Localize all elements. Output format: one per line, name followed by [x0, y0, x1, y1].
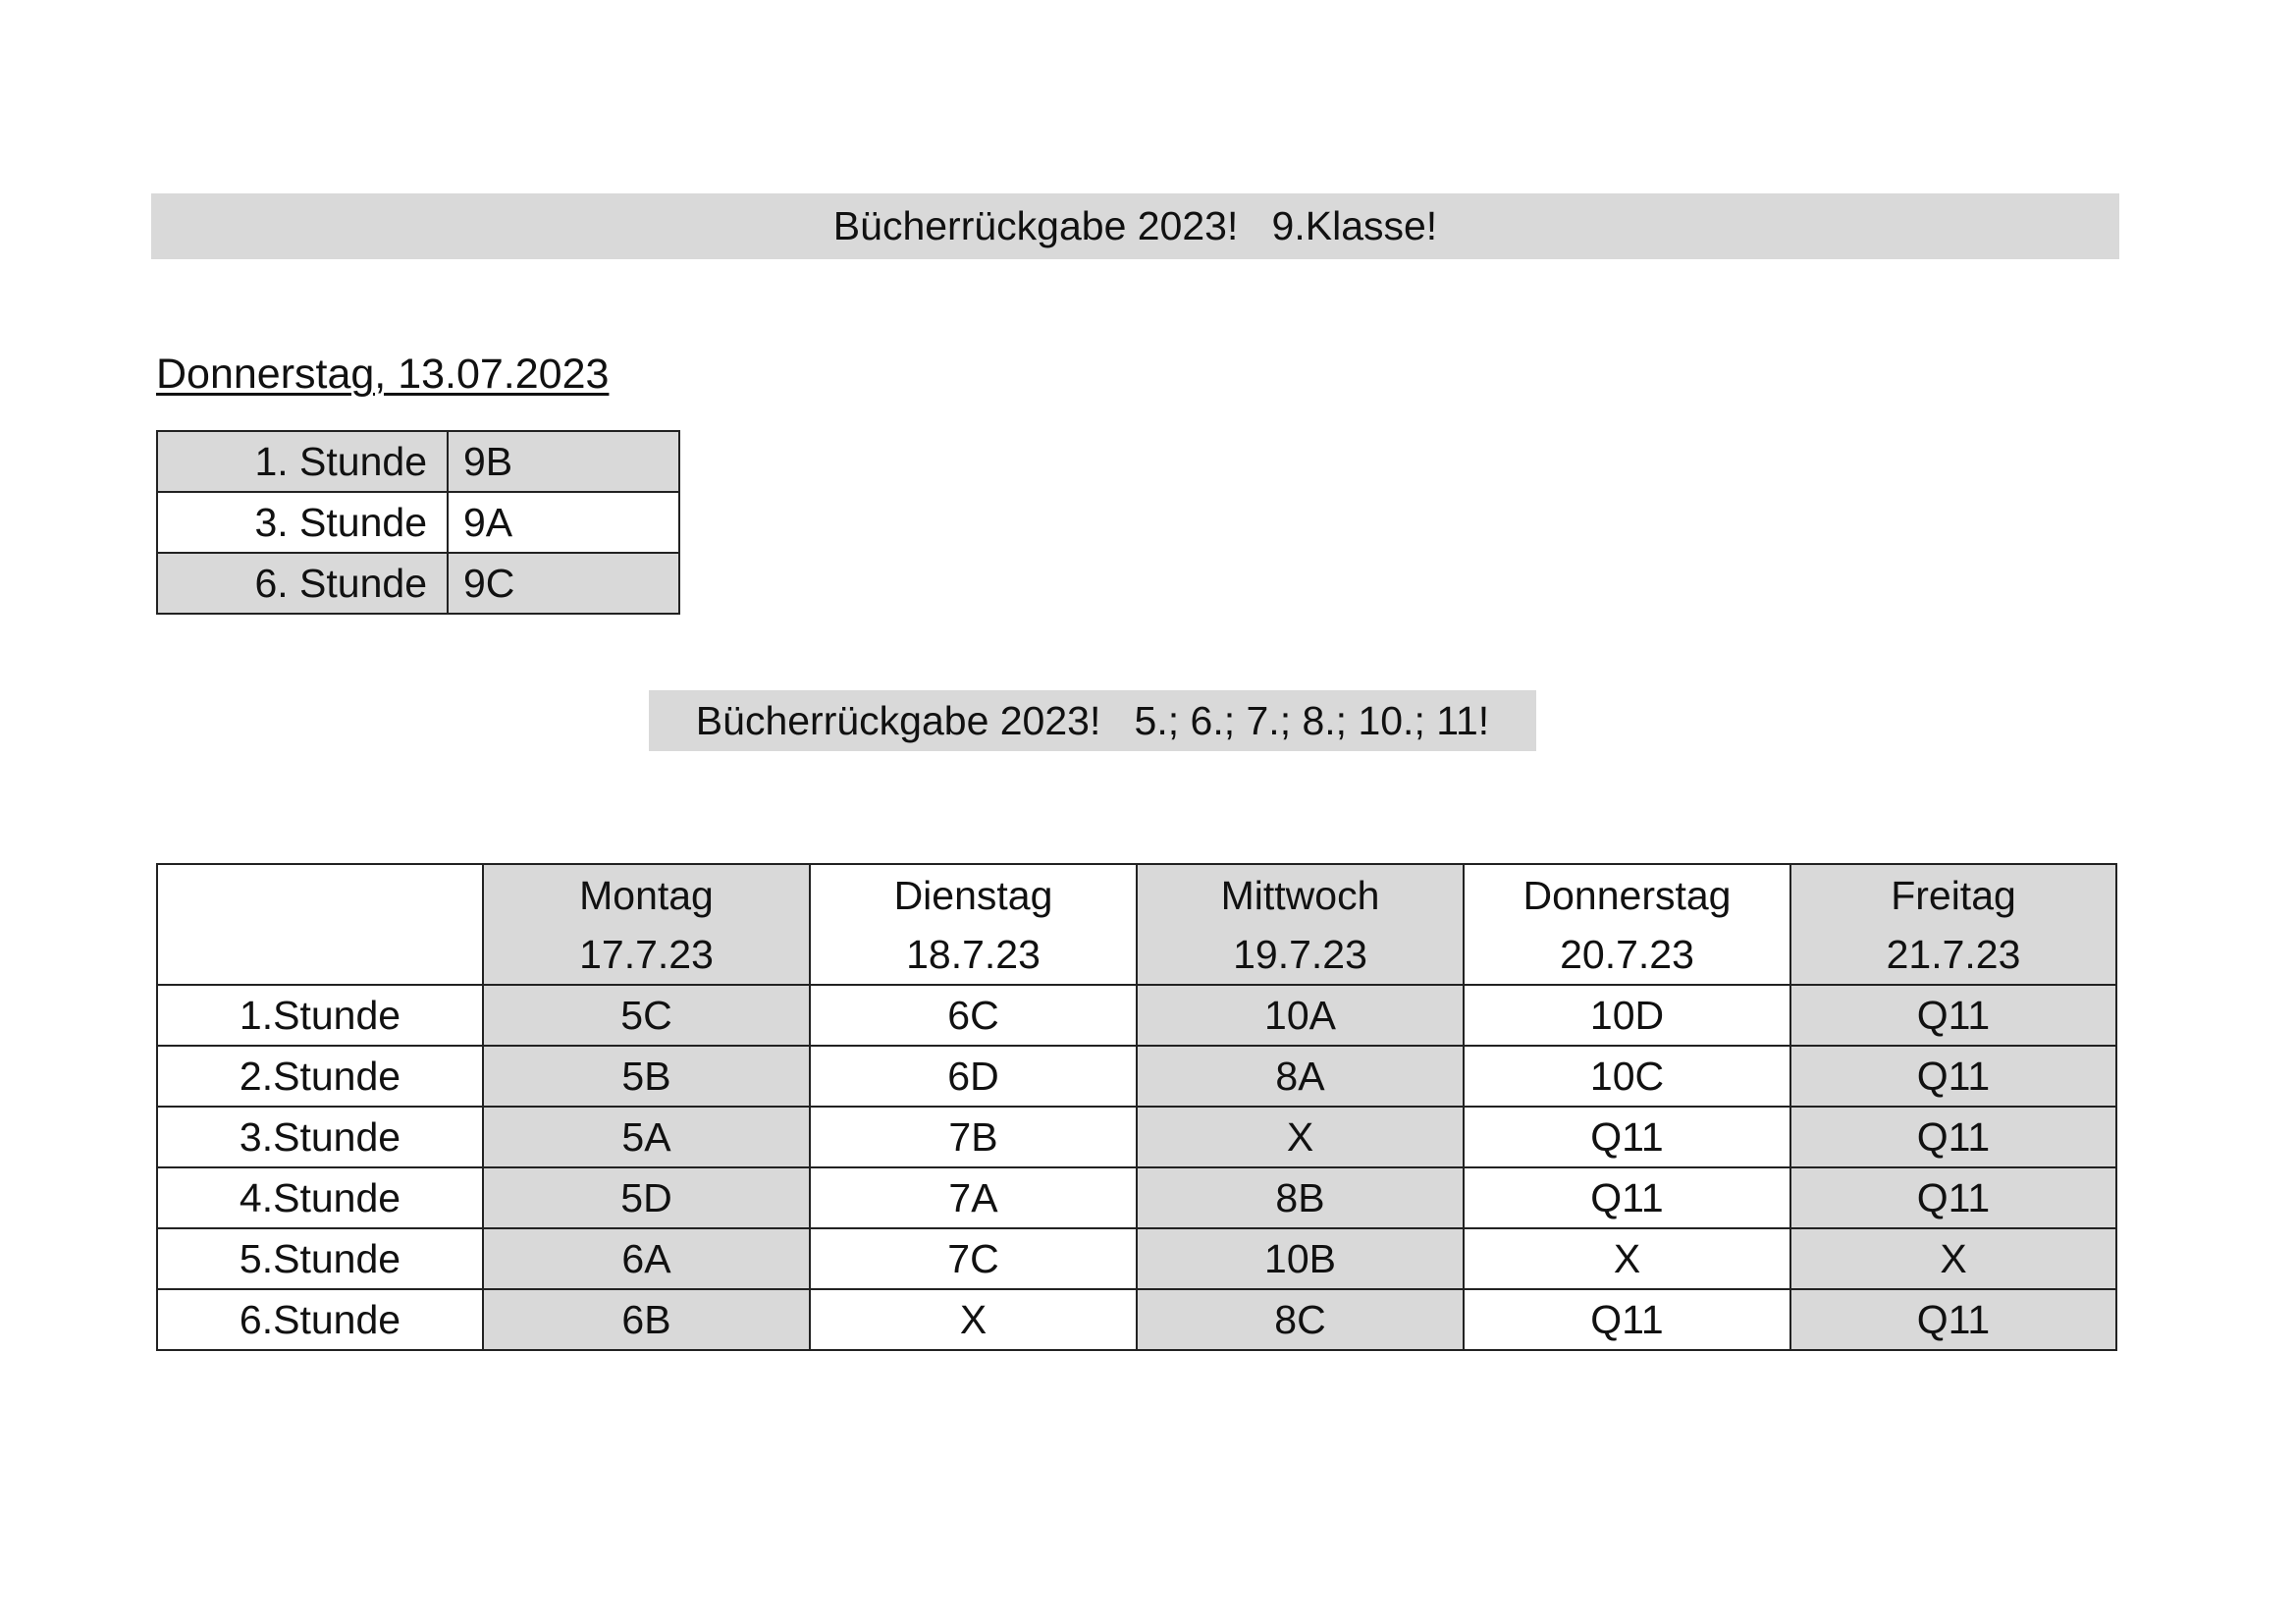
class-cell: 8A: [1137, 1046, 1464, 1107]
grade-9-banner: [151, 193, 2119, 259]
class-cell: Q11: [1464, 1107, 1790, 1167]
period-cell: 4.Stunde: [157, 1167, 483, 1228]
table-row: [157, 492, 679, 553]
day-header-thursday: [1464, 864, 1790, 985]
day-date: 18.7.23: [906, 931, 1041, 977]
class-cell: Q11: [1790, 1167, 2116, 1228]
class-cell: 9C: [448, 553, 679, 614]
corner-cell: [157, 864, 483, 985]
class-cell: 5B: [483, 1046, 810, 1107]
class-cell: 6B: [483, 1289, 810, 1350]
date-heading: Donnerstag, 13.07.2023: [156, 351, 610, 398]
class-cell: 7C: [810, 1228, 1137, 1289]
table-row: [157, 1228, 2116, 1289]
period-cell: 5.Stunde: [157, 1228, 483, 1289]
period-cell: 6.Stunde: [157, 1289, 483, 1350]
day-name: Donnerstag: [1522, 872, 1732, 918]
class-cell: Q11: [1790, 1289, 2116, 1350]
table-row: [157, 431, 679, 492]
day-date: 20.7.23: [1560, 931, 1694, 977]
header-row: [157, 864, 2116, 985]
class-cell: 10B: [1137, 1228, 1464, 1289]
class-cell: 5C: [483, 985, 810, 1046]
other-grades-banner: [649, 690, 1536, 751]
other-grades-banner-title: Bücherrückgabe 2023!: [695, 698, 1101, 743]
class-cell: X: [810, 1289, 1137, 1350]
period-cell: 1.Stunde: [157, 985, 483, 1046]
class-cell: Q11: [1790, 1046, 2116, 1107]
period-cell: 3. Stunde: [157, 492, 448, 553]
class-cell: X: [1464, 1228, 1790, 1289]
class-cell: 6C: [810, 985, 1137, 1046]
day-date: 17.7.23: [579, 931, 714, 977]
class-cell: 7B: [810, 1107, 1137, 1167]
class-cell: 8B: [1137, 1167, 1464, 1228]
class-cell: 8C: [1137, 1289, 1464, 1350]
class-cell: 10D: [1464, 985, 1790, 1046]
class-cell: 5A: [483, 1107, 810, 1167]
table-row: [157, 553, 679, 614]
class-cell: 10A: [1137, 985, 1464, 1046]
table-row: [157, 1167, 2116, 1228]
grade-9-banner-subtitle: 9.Klasse!: [1271, 203, 1438, 248]
week-schedule-table: [156, 863, 2117, 1351]
table-row: [157, 1289, 2116, 1350]
class-cell: Q11: [1790, 985, 2116, 1046]
day-header-wednesday: [1137, 864, 1464, 985]
class-cell: 10C: [1464, 1046, 1790, 1107]
period-cell: 1. Stunde: [157, 431, 448, 492]
class-cell: Q11: [1464, 1289, 1790, 1350]
table-row: [157, 985, 2116, 1046]
day-header-friday: [1790, 864, 2116, 985]
day-name: Freitag: [1891, 872, 2016, 918]
period-cell: 3.Stunde: [157, 1107, 483, 1167]
day-date: 19.7.23: [1233, 931, 1367, 977]
class-cell: 5D: [483, 1167, 810, 1228]
day-date: 21.7.23: [1886, 931, 2021, 977]
day-name: Mittwoch: [1220, 872, 1380, 918]
class-cell: 6D: [810, 1046, 1137, 1107]
day-name: Dienstag: [893, 872, 1053, 918]
class-cell: Q11: [1790, 1107, 2116, 1167]
grade-9-schedule-table: [156, 430, 680, 615]
class-cell: 6A: [483, 1228, 810, 1289]
period-cell: 6. Stunde: [157, 553, 448, 614]
period-cell: 2.Stunde: [157, 1046, 483, 1107]
table-row: [157, 1107, 2116, 1167]
class-cell: 7A: [810, 1167, 1137, 1228]
grade-9-banner-title: Bücherrückgabe 2023!: [832, 203, 1239, 248]
day-header-monday: [483, 864, 810, 985]
class-cell: 9A: [448, 492, 679, 553]
day-name: Montag: [579, 872, 714, 918]
other-grades-banner-subtitle: 5.; 6.; 7.; 8.; 10.; 11!: [1134, 698, 1490, 743]
class-cell: 9B: [448, 431, 679, 492]
class-cell: X: [1137, 1107, 1464, 1167]
class-cell: Q11: [1464, 1167, 1790, 1228]
table-row: [157, 1046, 2116, 1107]
day-header-tuesday: [810, 864, 1137, 985]
class-cell: X: [1790, 1228, 2116, 1289]
